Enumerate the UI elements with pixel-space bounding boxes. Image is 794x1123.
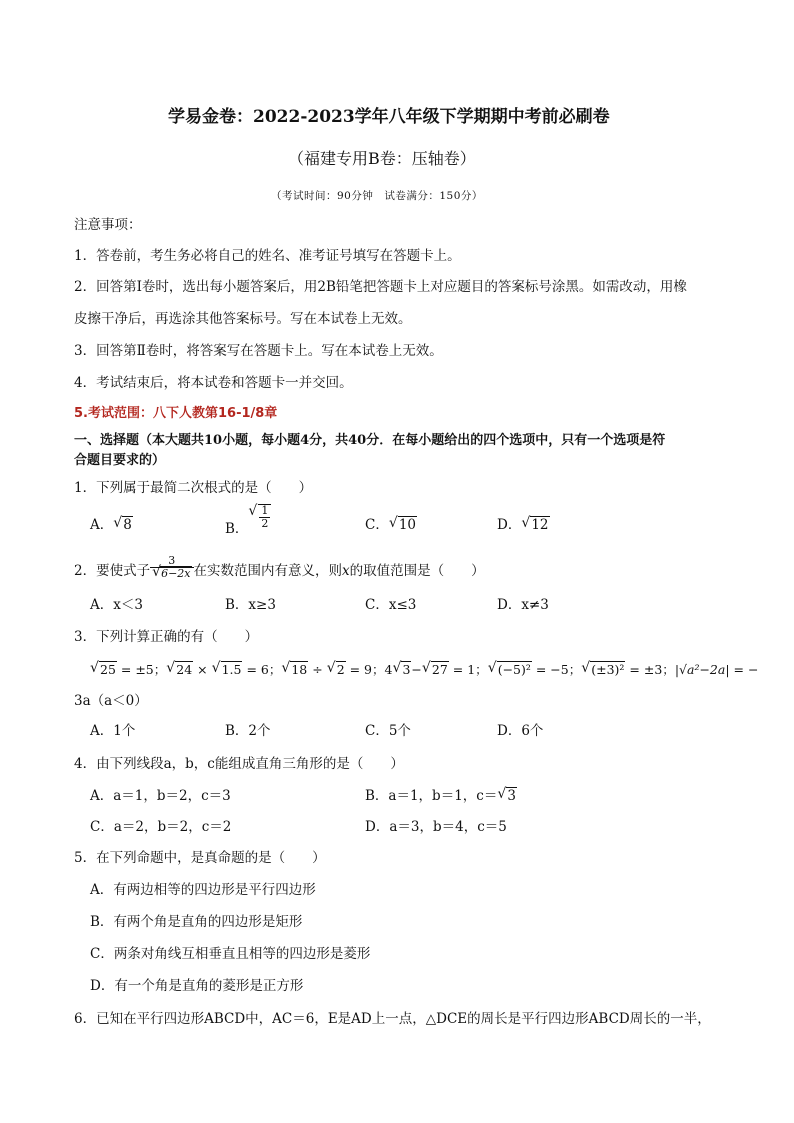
- fraction: [258, 504, 271, 530]
- question-4-stem: 4．由下列线段a，b，c能组成直角三角形的是（ ）: [74, 756, 404, 772]
- q2-option-a: A．x＜3: [90, 597, 143, 613]
- sqrt-expression: [113, 516, 133, 534]
- option-label: D．: [497, 517, 522, 533]
- q3-option-d: D．6个: [497, 723, 544, 739]
- q2-option-c: C．x≤3: [365, 597, 417, 613]
- q1-option-b: [225, 504, 271, 537]
- expr-text: = 6；: [242, 662, 282, 677]
- question-2-stem: [74, 554, 485, 584]
- radicand: 6−2x: [161, 567, 191, 580]
- radicand: 2: [336, 662, 345, 677]
- option-label: C．: [365, 517, 389, 533]
- q1-option-a: [90, 516, 133, 534]
- expr-text: = 9；: [345, 662, 385, 677]
- exam-scope: 5.考试范围：八下人教第16-1/8章: [74, 406, 278, 421]
- option-label: A．: [90, 517, 114, 533]
- q4-option-b: [365, 787, 517, 805]
- stem-text: 在实数范围内有意义，则: [193, 563, 343, 579]
- sqrt-expression: [497, 787, 517, 805]
- radicand: 24: [176, 662, 193, 677]
- fraction: [150, 555, 193, 580]
- radicand: 12: [531, 517, 549, 533]
- note-item: 3．回答第Ⅱ卷时，将答案写在答题卡上。写在本试卷上无效。: [74, 343, 443, 359]
- expr-text: = −5；: [531, 662, 582, 677]
- sqrt-expression: [389, 516, 417, 534]
- q5-option-c: C．两条对角线互相垂直且相等的四边形是菱形: [90, 946, 371, 962]
- sqrt-expression: [521, 516, 549, 534]
- notes-heading: 注意事项：: [74, 217, 142, 233]
- expr-text: 4: [384, 662, 393, 677]
- expr-text: = 1；: [448, 662, 488, 677]
- exam-subtitle: （福建专用B卷：压轴卷）: [288, 149, 476, 168]
- expr-text: |√a²−2a| = −: [674, 662, 759, 677]
- option-text: B．a＝1，b＝1，c＝: [365, 788, 498, 804]
- q1-option-c: [365, 516, 417, 534]
- q1-option-d: [497, 516, 550, 534]
- q3-expressions: [90, 661, 758, 679]
- radicand: 1.5: [221, 662, 242, 677]
- note-item: 4．考试结束后，将本试卷和答题卡一并交回。: [74, 375, 353, 391]
- note-item: 皮擦干净后，再选涂其他答案标号。写在本试卷上无效。: [74, 311, 412, 327]
- q3-option-b: B．2个: [225, 723, 271, 739]
- radicand: 18: [291, 662, 308, 677]
- variable: x: [342, 563, 350, 579]
- radicand: 27: [431, 662, 448, 677]
- q5-option-a: A．有两边相等的四边形是平行四边形: [90, 882, 316, 898]
- stem-text: 的取值范围是（ ）: [349, 563, 485, 579]
- q2-option-d: D．x≠3: [497, 597, 549, 613]
- q2-option-b: B．x≥3: [225, 597, 276, 613]
- expr-text: −: [411, 662, 422, 677]
- radicand: (−5)²: [497, 662, 531, 677]
- fraction-denominator: 2: [261, 517, 269, 530]
- expr-text: = ±3；: [625, 662, 675, 677]
- expr-text: ×: [193, 662, 212, 677]
- fraction-numerator: 3: [150, 555, 193, 568]
- fraction-denominator: [150, 568, 193, 580]
- exam-title: 学易金卷：2022-2023学年八年级下学期期中考前必刷卷: [168, 107, 610, 127]
- fraction-numerator: √ 1: [261, 504, 269, 517]
- radicand: (±3)²: [591, 662, 625, 677]
- section-heading: 一、选择题（本大题共10小题，每小题4分，共40分．在每小题给出的四个选项中，只有一个选项是符: [74, 433, 666, 448]
- q3-option-c: C．5个: [365, 723, 411, 739]
- expr-text: = ±5；: [116, 662, 167, 677]
- question-6-stem: 6．已知在平行四边形ABCD中，AC＝6，E是AD上一点，△DCE的周长是平行四边形ABCD周长的一半，: [74, 1011, 711, 1027]
- sqrt-expression: [248, 504, 271, 530]
- option-label: B．: [225, 520, 249, 537]
- radicand: 10: [398, 517, 417, 533]
- radicand: 8: [123, 517, 132, 533]
- q5-option-d: D．有一个角是直角的菱形是正方形: [90, 978, 304, 994]
- note-item: 2．回答第Ⅰ卷时，选出每小题答案后，用2B铅笔把答题卡上对应题目的答案标号涂黑。如需改动，用橡: [74, 279, 687, 295]
- time-info: （考试时间：90分钟 试卷满分：150分）: [271, 190, 483, 202]
- radicand: 3: [507, 788, 516, 804]
- expr-text: ÷: [308, 662, 327, 677]
- note-item: 1．答卷前，考生务必将自己的姓名、准考证号填写在答题卡上。: [74, 248, 461, 264]
- q4-option-c: C．a＝2，b＝2，c＝2: [90, 819, 232, 835]
- question-3-stem: 3．下列计算正确的有（ ）: [74, 629, 259, 645]
- radicand: 3: [402, 662, 411, 677]
- q5-option-b: B．有两个角是直角的四边形是矩形: [90, 914, 303, 930]
- question-5-stem: 5．在下列命题中，是真命题的是（ ）: [74, 850, 326, 866]
- stem-text: 2．要使式子: [74, 563, 151, 579]
- q3-expressions-cont: 3a（a＜0）: [74, 693, 148, 709]
- radicand: 25: [100, 662, 116, 677]
- section-heading-cont: 合题目要求的）: [74, 453, 166, 468]
- q4-option-a: A．a＝1，b＝2，c＝3: [90, 788, 231, 804]
- question-1-stem: 1．下列属于最简二次根式的是（ ）: [74, 480, 313, 496]
- q4-option-d: D．a＝3，b＝4，c＝5: [365, 819, 507, 835]
- q3-option-a: A．1个: [90, 723, 136, 739]
